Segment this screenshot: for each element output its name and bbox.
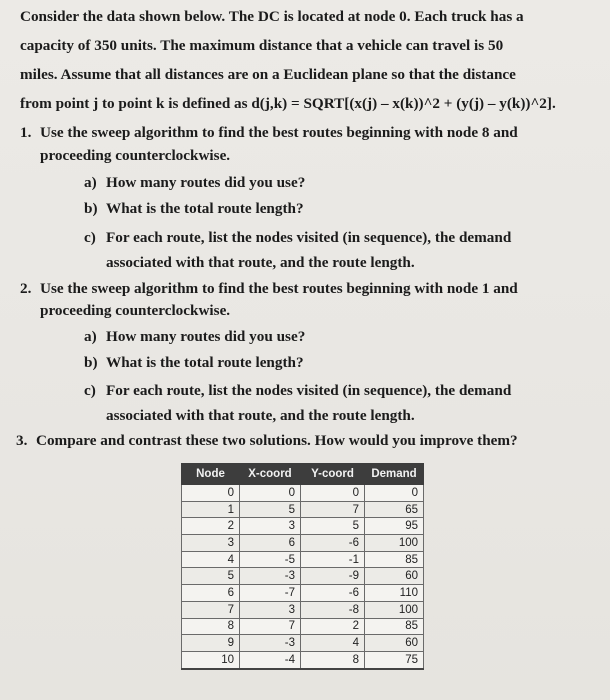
cell-demand: 85 <box>365 551 424 568</box>
header-x-coord: X-coord <box>240 464 301 485</box>
question-2b-text: What is the total route length? <box>106 354 304 371</box>
question-2c <box>84 378 511 403</box>
question-1-number: 1. <box>20 124 32 141</box>
cell-demand: 75 <box>365 651 424 668</box>
cell-y-coord: -6 <box>301 585 365 602</box>
table-row <box>182 601 424 618</box>
question-3-text: Compare and contrast these two solutions. How would you improve them? <box>36 432 518 449</box>
table-row <box>182 485 424 502</box>
question-1-text: Use the sweep algorithm to find the best routes beginning with node 8 and <box>40 124 518 141</box>
cell-x-coord: -4 <box>240 651 301 668</box>
question-1-text-cont: proceeding counterclockwise. <box>40 147 231 164</box>
question-1b-label: b) <box>84 200 98 217</box>
question-2c-text-cont: associated with that route, and the route length. <box>106 407 415 424</box>
table-row <box>182 535 424 552</box>
question-2-text-cont: proceeding counterclockwise. <box>40 302 231 319</box>
intro-line-1: Consider the data shown below. The DC is located at node 0. Each truck has a <box>20 8 524 25</box>
question-1c <box>84 225 511 250</box>
header-demand: Demand <box>365 464 424 485</box>
question-3 <box>16 428 518 453</box>
table-row <box>182 568 424 585</box>
table-row <box>182 518 424 535</box>
cell-y-coord: -1 <box>301 551 365 568</box>
cell-y-coord: 2 <box>301 618 365 635</box>
cell-y-coord: -9 <box>301 568 365 585</box>
table-row <box>182 651 424 668</box>
table-row <box>182 618 424 635</box>
cell-y-coord: -8 <box>301 601 365 618</box>
cell-y-coord: -6 <box>301 535 365 552</box>
cell-y-coord: 4 <box>301 635 365 652</box>
table-row <box>182 635 424 652</box>
cell-node: 9 <box>182 635 240 652</box>
cell-node: 10 <box>182 651 240 668</box>
cell-demand: 60 <box>365 568 424 585</box>
question-1c-text-cont: associated with that route, and the route length. <box>106 254 415 271</box>
cell-x-coord: -3 <box>240 635 301 652</box>
question-2b-label: b) <box>84 354 98 371</box>
intro-line-2: capacity of 350 units. The maximum distance that a vehicle can travel is 50 <box>20 37 504 54</box>
cell-demand: 100 <box>365 535 424 552</box>
question-2b <box>84 350 304 375</box>
cell-y-coord: 8 <box>301 651 365 668</box>
question-1b-text: What is the total route length? <box>106 200 304 217</box>
question-2a <box>84 324 305 349</box>
table-row <box>182 551 424 568</box>
question-1c-text: For each route, list the nodes visited (in sequence), the demand <box>106 229 512 246</box>
cell-y-coord: 0 <box>301 485 365 502</box>
cell-demand: 60 <box>365 635 424 652</box>
cell-x-coord: -5 <box>240 551 301 568</box>
table-body <box>182 485 424 669</box>
header-y-coord: Y-coord <box>301 464 365 485</box>
question-1 <box>20 120 518 145</box>
question-1c-label: c) <box>84 229 96 246</box>
cell-node: 4 <box>182 551 240 568</box>
cell-x-coord: 0 <box>240 485 301 502</box>
cell-x-coord: 3 <box>240 601 301 618</box>
question-2-number: 2. <box>20 280 32 297</box>
cell-node: 6 <box>182 585 240 602</box>
intro-line-3: miles. Assume that all distances are on a Euclidean plane so that the distance <box>20 66 516 83</box>
problem-intro <box>20 2 592 118</box>
cell-x-coord: 7 <box>240 618 301 635</box>
table-row <box>182 585 424 602</box>
cell-node: 3 <box>182 535 240 552</box>
cell-demand: 85 <box>365 618 424 635</box>
cell-demand: 110 <box>365 585 424 602</box>
question-1a-text: How many routes did you use? <box>106 174 306 191</box>
question-2c-label: c) <box>84 382 96 399</box>
table-header-row <box>182 464 424 485</box>
cell-node: 1 <box>182 501 240 518</box>
cell-y-coord: 5 <box>301 518 365 535</box>
cell-demand: 65 <box>365 501 424 518</box>
cell-node: 7 <box>182 601 240 618</box>
cell-demand: 0 <box>365 485 424 502</box>
question-2c-text: For each route, list the nodes visited (in sequence), the demand <box>106 382 512 399</box>
question-1a <box>84 170 305 195</box>
cell-demand: 95 <box>365 518 424 535</box>
question-1b <box>84 196 304 221</box>
cell-x-coord: 6 <box>240 535 301 552</box>
question-3-number: 3. <box>16 432 28 449</box>
question-2-text: Use the sweep algorithm to find the best routes beginning with node 1 and <box>40 280 518 297</box>
cell-y-coord: 7 <box>301 501 365 518</box>
cell-node: 0 <box>182 485 240 502</box>
question-2a-label: a) <box>84 328 97 345</box>
cell-node: 2 <box>182 518 240 535</box>
cell-x-coord: 3 <box>240 518 301 535</box>
cell-x-coord: -3 <box>240 568 301 585</box>
question-1a-label: a) <box>84 174 97 191</box>
cell-x-coord: 5 <box>240 501 301 518</box>
cell-demand: 100 <box>365 601 424 618</box>
intro-line-4: from point j to point k is defined as d(j,k) = SQRT[(x(j) – x(k))^2 + (y(j) – y(k))^2]. <box>20 95 556 112</box>
table-row <box>182 501 424 518</box>
cell-node: 8 <box>182 618 240 635</box>
cell-x-coord: -7 <box>240 585 301 602</box>
header-node: Node <box>182 464 240 485</box>
question-2a-text: How many routes did you use? <box>106 328 306 345</box>
cell-node: 5 <box>182 568 240 585</box>
node-data-table <box>181 463 424 670</box>
